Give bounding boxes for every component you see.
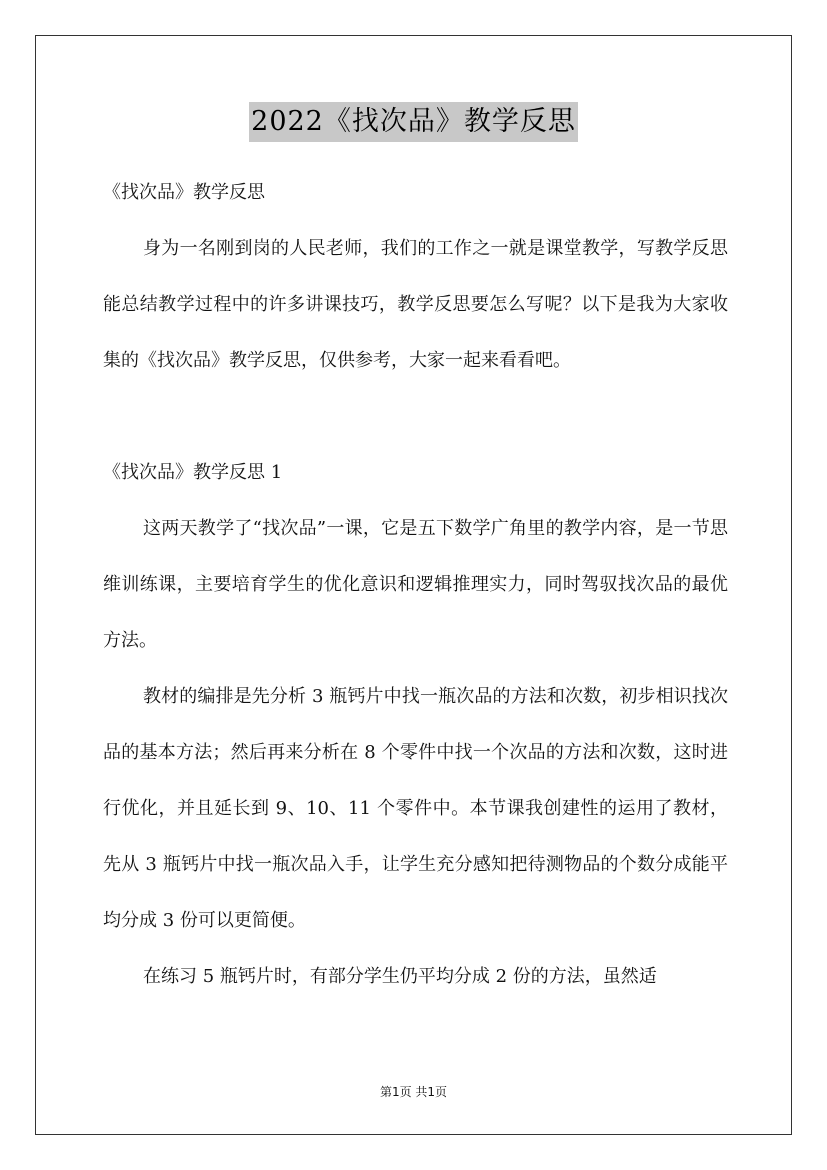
paragraph-gap [103,389,728,445]
body-paragraph-2: 教材的编排是先分析 3 瓶钙片中找一瓶次品的方法和次数，初步相识找次品的基本方法；然后再来分析在 8 个零件中找一个次品的方法和次数，这时进行优化，并且延长到 9、10、11 个零件中。本节课我创建性的运用了教材，先从 3 瓶钙片中找一瓶次品入手，让学生充分感知把待测物品的个数分成能平均分成 3 份可以更简便。 [103,686,728,931]
document-body [103,165,728,1005]
body-paragraph-1: 这两天教学了“找次品”一课，它是五下数学广角里的教学内容，是一节思维训练课，主要培育学生的优化意识和逻辑推理实力，同时驾驭找次品的最优方法。 [103,518,728,651]
document-title: 2022《找次品》教学反思 [249,102,578,142]
body-paragraph-3: 在练习 5 瓶钙片时，有部分学生仍平均分成 2 份的方法，虽然适 [143,966,657,987]
intro-paragraph: 身为一名刚到岗的人民老师，我们的工作之一就是课堂教学，写教学反思能总结教学过程中的许多讲课技巧，教学反思要怎么写呢？以下是我为大家收集的《找次品》教学反思，仅供参考，大家一起来看看吧。 [103,238,728,371]
page-footer: 第1页 共1页 [379,1085,448,1099]
title-container [0,102,827,142]
section-heading-1: 《找次品》教学反思 1 [103,462,283,483]
document-subtitle: 《找次品》教学反思 [103,182,265,203]
